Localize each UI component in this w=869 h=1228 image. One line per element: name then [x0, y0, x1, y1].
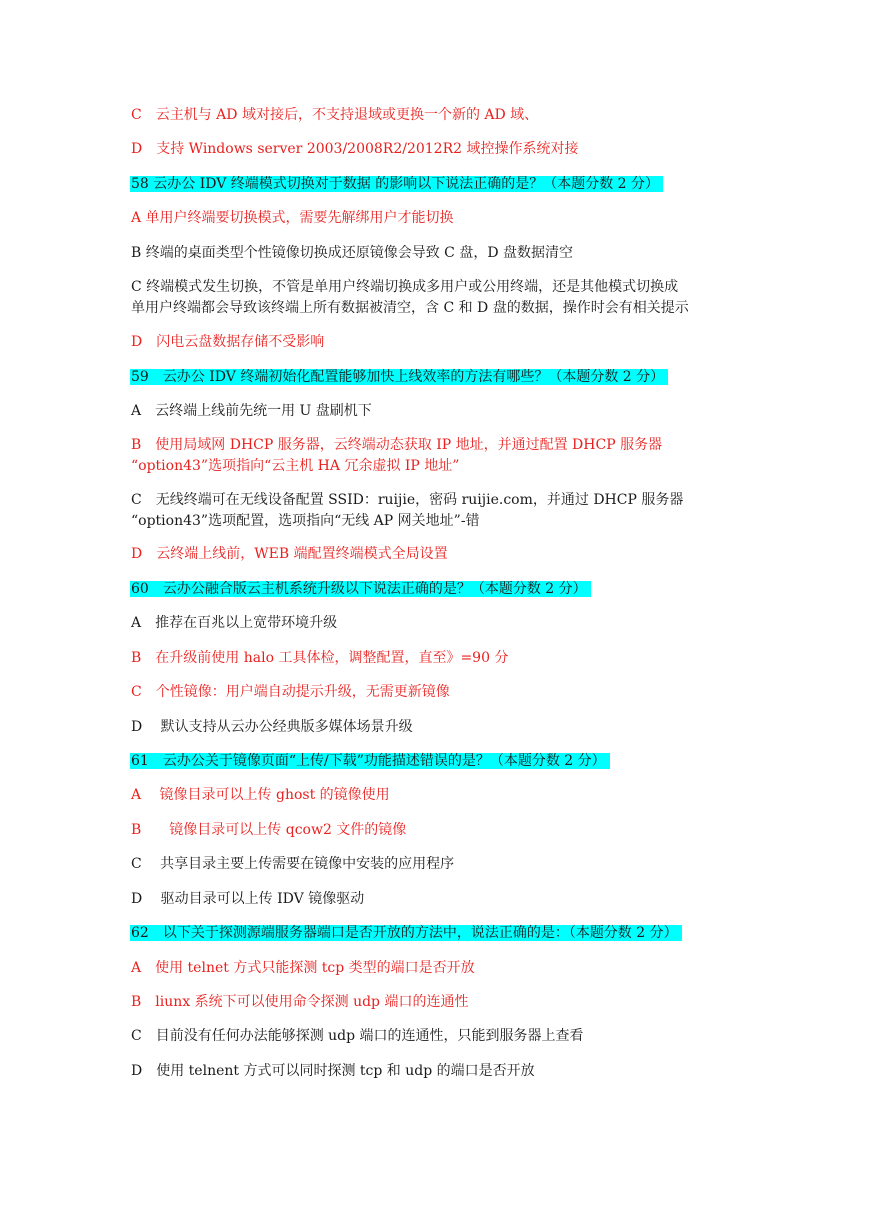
- option-line: D 闪电云盘数据存储不受影响: [131, 334, 325, 350]
- option-line: A 使用 telnet 方式只能探测 tcp 类型的端口是否开放: [131, 960, 475, 976]
- option-line: C 个性镜像：用户端自动提示升级，无需更新镜像: [131, 684, 450, 700]
- question-59-heading: [131, 367, 668, 387]
- option-line: A 推荐在百兆以上宽带环境升级: [131, 615, 338, 631]
- question-62-heading: [131, 923, 682, 943]
- option-line: B 在升级前使用 halo 工具体检，调整配置，直至》=90 分: [131, 650, 509, 666]
- option-line: B 使用局域网 DHCP 服务器，云终端动态获取 IP 地址，并通过配置 DHCP 服务器: [131, 437, 663, 453]
- question-60-title: 60 云办公融合版云主机系统升级以下说法正确的是？（本题分数 2 分）: [130, 581, 591, 597]
- option-line: D 驱动目录可以上传 IDV 镜像驱动: [131, 891, 365, 907]
- option-line: C 共享目录主要上传需要在镜像中安装的应用程序: [131, 856, 455, 872]
- option-line: D 使用 telnent 方式可以同时探测 tcp 和 udp 的端口是否开放: [131, 1063, 535, 1079]
- question-61-title: 61 云办公关于镜像页面“上传/下载”功能描述错误的是？（本题分数 2 分）: [130, 753, 610, 769]
- option-line: D 支持 Windows server 2003/2008R2/2012R2 域控操作系统对接: [131, 141, 579, 157]
- option-line: C 目前没有任何办法能够探测 udp 端口的连通性，只能到服务器上查看: [131, 1028, 584, 1044]
- option-line-continued: “option43”选项指向“云主机 HA 冗余虚拟 IP 地址”: [131, 458, 460, 474]
- option-line-continued: 单用户终端都会导致该终端上所有数据被清空，含 C 和 D 盘的数据，操作时会有相关提示: [131, 300, 689, 316]
- question-62-title: 62 以下关于探测源端服务器端口是否开放的方法中，说法正确的是：（本题分数 2 分）: [130, 925, 682, 941]
- question-61-heading: [131, 751, 610, 771]
- question-58-title: 58 云办公 IDV 终端模式切换对于数据 的影响以下说法正确的是？（本题分数 2 分）: [130, 176, 663, 192]
- option-line: A 云终端上线前先统一用 U 盘刷机下: [131, 403, 372, 419]
- option-line: B liunx 系统下可以使用命令探测 udp 端口的连通性: [131, 994, 469, 1010]
- option-line: B 终端的桌面类型个性镜像切换成还原镜像会导致 C 盘，D 盘数据清空: [131, 245, 574, 261]
- option-line: C 终端模式发生切换，不管是单用户终端切换成多用户或公用终端，还是其他模式切换成: [131, 279, 679, 295]
- option-line: C 无线终端可在无线设备配置 SSID：ruijie，密码 ruijie.com，并通过 DHCP 服务器: [131, 492, 684, 508]
- option-line-continued: “option43”选项配置，选项指向“无线 AP 网关地址”-错: [131, 513, 480, 529]
- option-line: D 默认支持从云办公经典版多媒体场景升级: [131, 719, 413, 735]
- option-line: A 单用户终端要切换模式，需要先解绑用户才能切换: [131, 210, 454, 226]
- option-line: A 镜像目录可以上传 ghost 的镜像使用: [131, 787, 390, 803]
- question-59-title: 59 云办公 IDV 终端初始化配置能够加快上线效率的方法有哪些？（本题分数 2 分）: [130, 369, 668, 385]
- option-line: B 镜像目录可以上传 qcow2 文件的镜像: [131, 822, 407, 838]
- question-60-heading: [131, 579, 591, 599]
- question-58-heading: [131, 174, 663, 194]
- option-line: D 云终端上线前，WEB 端配置终端模式全局设置: [131, 546, 448, 562]
- option-line: C 云主机与 AD 域对接后，不支持退域或更换一个新的 AD 域、: [131, 107, 539, 123]
